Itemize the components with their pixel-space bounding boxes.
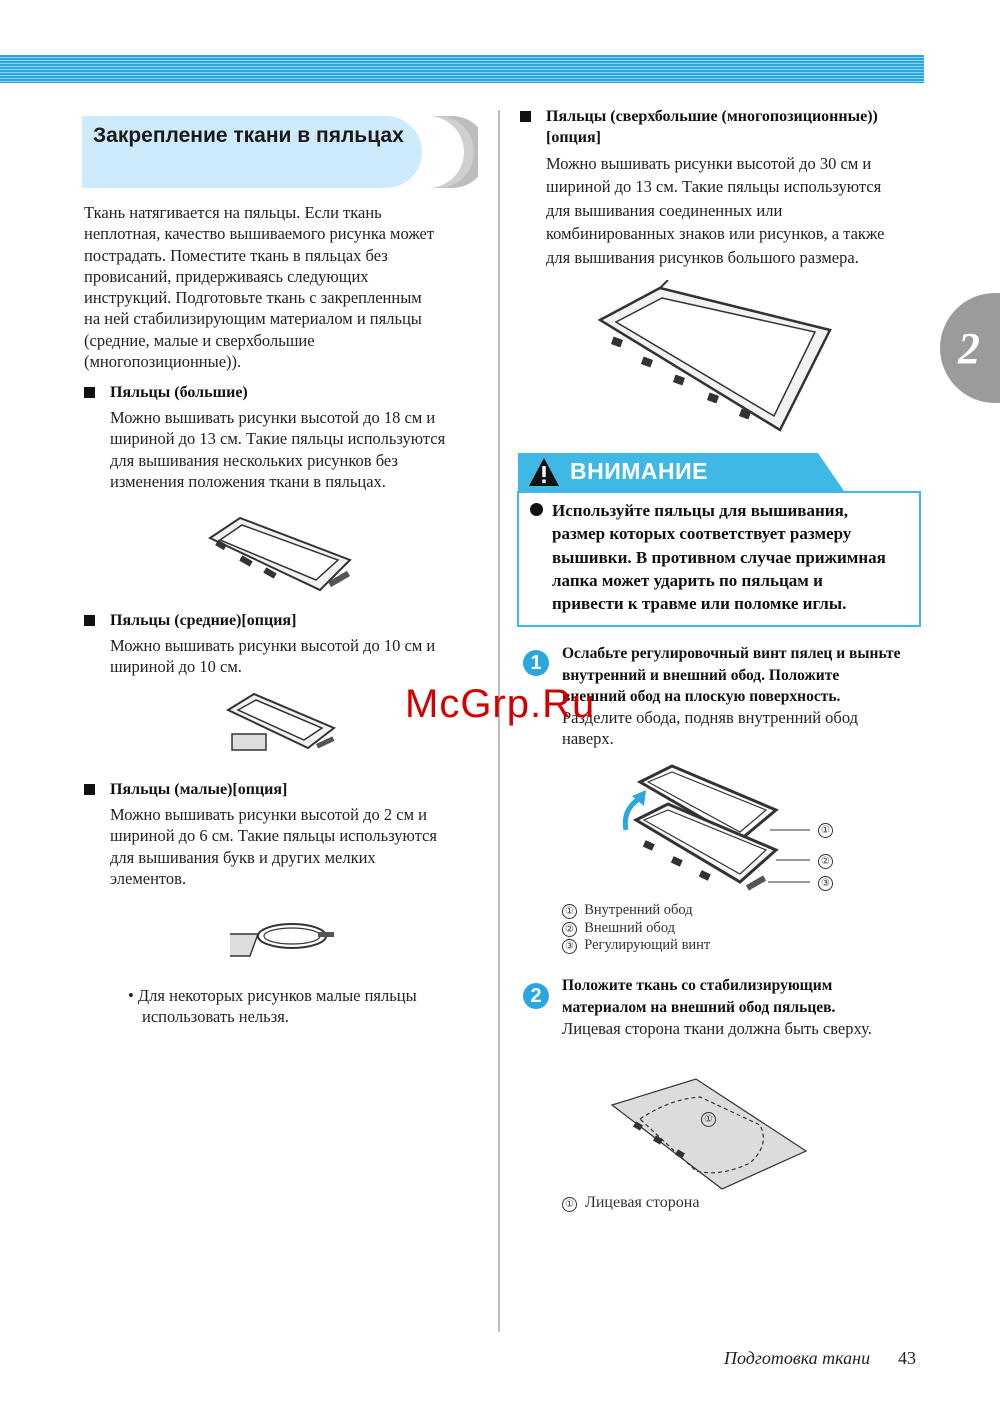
bullet-dot-icon bbox=[530, 503, 543, 516]
text-line: Можно вышивать рисунки высотой до 2 см и bbox=[110, 805, 427, 824]
warning-line: привести к травме или поломке иглы. bbox=[552, 594, 847, 614]
legend-label: Внутренний обод bbox=[584, 902, 693, 918]
square-bullet-icon bbox=[84, 387, 95, 398]
step-line: Ослабьте регулировочный винт пялец и выньте bbox=[562, 645, 901, 662]
title-arc-decoration bbox=[420, 116, 478, 188]
warning-line: размер которых соответствует размеру bbox=[552, 524, 852, 544]
text-line: элементов. bbox=[110, 868, 187, 888]
warning-line: лапка может ударить по пяльцам и bbox=[552, 570, 823, 590]
medium-hoop-illustration bbox=[222, 688, 342, 760]
section-title: Закрепление ткани в пяльцах bbox=[93, 124, 404, 147]
hoop-medium-text bbox=[110, 635, 490, 678]
chapter-number: 2 bbox=[958, 324, 980, 373]
legend-number: ① bbox=[562, 1197, 577, 1212]
callout-2: ② bbox=[818, 854, 833, 869]
warning-triangle-icon bbox=[528, 457, 560, 487]
legend-label: Лицевая сторона bbox=[585, 1194, 700, 1211]
intro-line: провисаний, придерживаясь следующих bbox=[84, 266, 369, 286]
square-bullet-icon bbox=[84, 615, 95, 626]
warning-label: ВНИМАНИЕ bbox=[570, 458, 709, 484]
legend-number: ③ bbox=[562, 939, 577, 954]
hoop-xl-title bbox=[546, 106, 926, 148]
legend-number: ① bbox=[562, 904, 577, 919]
step-1-number: 1 bbox=[523, 650, 549, 676]
step-1-body bbox=[562, 707, 932, 750]
intro-line: пострадать. Поместите ткань в пяльцах без bbox=[84, 245, 388, 265]
hoop-small-title: Пяльцы (малые)[опция] bbox=[110, 781, 288, 798]
intro-paragraph bbox=[84, 202, 484, 372]
step-line: Лицевая сторона ткани должна быть сверху. bbox=[562, 1019, 872, 1038]
step-2-number: 2 bbox=[523, 983, 549, 1009]
text-line: для вышивания соединенных или bbox=[546, 200, 783, 220]
warning-line: Используйте пяльцы для вышивания, bbox=[552, 501, 849, 520]
page-number: 43 bbox=[898, 1348, 916, 1368]
text-line: Можно вышивать рисунки высотой до 10 см и bbox=[110, 636, 436, 655]
legend-hoop-parts bbox=[562, 902, 710, 955]
hoop-large-title: Пяльцы (большие) bbox=[110, 384, 248, 401]
step-2-body bbox=[562, 1018, 932, 1039]
step-line: внешний обод на плоскую поверхность. bbox=[562, 688, 841, 705]
footer-chapter-title: Подготовка ткани bbox=[724, 1348, 871, 1368]
small-hoop-note bbox=[128, 985, 488, 1028]
legend-fabric bbox=[562, 1194, 699, 1212]
title-line: Пяльцы (сверхбольшие (многопозиционные)) bbox=[546, 108, 878, 125]
text-line: для вышивания рисунков большого размера. bbox=[546, 247, 859, 267]
text-line: для вышивания букв и других мелких bbox=[110, 847, 376, 867]
text-line: изменения положения ткани в пяльцах. bbox=[110, 471, 386, 491]
intro-line: Ткань натягивается на пяльцы. Если ткань bbox=[84, 203, 382, 222]
watermark: McGrp.Ru bbox=[405, 682, 596, 726]
legend-item bbox=[562, 937, 710, 955]
note-line: использовать нельзя. bbox=[142, 1007, 289, 1027]
text-line: Можно вышивать рисунки высотой до 18 см и bbox=[110, 408, 436, 427]
xl-hoop-illustration bbox=[590, 280, 840, 440]
step-2-heading bbox=[562, 975, 932, 1018]
bullet-dot-icon: • bbox=[128, 986, 138, 1005]
legend-label: Регулирующий винт bbox=[584, 937, 711, 953]
text-line: для вышивания нескольких рисунков без bbox=[110, 450, 398, 470]
callout-3: ③ bbox=[818, 876, 833, 891]
large-hoop-illustration bbox=[200, 510, 360, 600]
intro-line: инструкций. Подготовьте ткань с закрепленным bbox=[84, 288, 422, 308]
step-line: Положите ткань со стабилизирующим bbox=[562, 977, 833, 994]
step-line: наверх. bbox=[562, 729, 614, 749]
intro-line: на ней стабилизирующим материалом и пяльцы bbox=[84, 309, 422, 329]
legend-item bbox=[562, 920, 710, 938]
hoop-xl-text bbox=[546, 152, 936, 269]
hoop-separation-diagram bbox=[610, 760, 850, 900]
legend-item bbox=[562, 902, 710, 920]
small-hoop-illustration bbox=[230, 912, 340, 972]
fabric-on-hoop-diagram bbox=[610, 1075, 810, 1195]
step-line: материалом на внешний обод пяльцев. bbox=[562, 998, 836, 1016]
text-line: шириной до 13 см. Такие пяльцы используются bbox=[110, 429, 446, 449]
callout-1: ① bbox=[701, 1112, 716, 1127]
text-line: шириной до 10 см. bbox=[110, 657, 242, 677]
step-line: Разделите обода, подняв внутренний обод bbox=[562, 708, 859, 727]
text-line: комбинированных знаков или рисунков, а также bbox=[546, 224, 885, 244]
intro-line: (многопозиционные)). bbox=[84, 352, 242, 372]
legend-number: ② bbox=[562, 922, 577, 937]
text-line: Можно вышивать рисунки высотой до 30 см и bbox=[546, 154, 872, 173]
warning-text bbox=[552, 499, 912, 615]
callout-1: ① bbox=[818, 823, 833, 838]
title-line: [опция] bbox=[546, 129, 601, 146]
text-line: шириной до 13 см. Такие пяльцы используются bbox=[546, 177, 882, 197]
square-bullet-icon bbox=[84, 784, 95, 795]
intro-line: неплотная, качество вышиваемого рисунка может bbox=[84, 224, 435, 244]
hoop-medium-title: Пяльцы (средние)[опция] bbox=[110, 612, 297, 629]
step-1-heading bbox=[562, 643, 932, 708]
step-line: внутренний и внешний обод. Положите bbox=[562, 666, 840, 684]
warning-line: вышивки. В противном случае прижимная bbox=[552, 547, 886, 567]
legend-item bbox=[562, 1194, 699, 1212]
square-bullet-icon bbox=[520, 111, 531, 122]
header-stripe-bar bbox=[0, 55, 924, 83]
legend-label: Внешний обод bbox=[584, 919, 676, 936]
hoop-large-text bbox=[110, 407, 490, 492]
note-line: Для некоторых рисунков малые пяльцы bbox=[137, 986, 417, 1005]
text-line: шириной до 6 см. Такие пяльцы используются bbox=[110, 826, 437, 846]
intro-line: (средние, малые и сверхбольшие bbox=[84, 330, 315, 350]
hoop-small-text bbox=[110, 804, 490, 889]
